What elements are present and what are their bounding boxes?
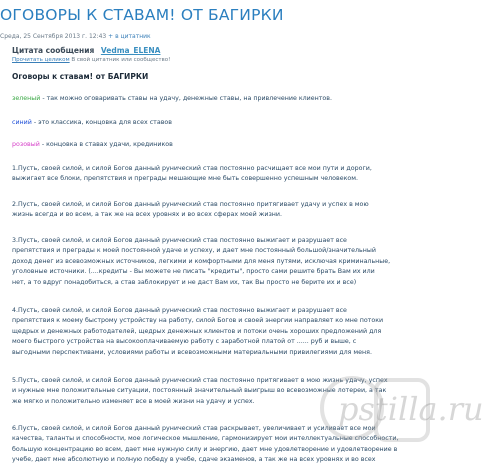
paragraph-line: 2.Пусть, своей силой, и силой Богов данный рунический став постоянно притягивает удачу и успех в мою xyxy=(12,201,369,208)
legend-word: синий xyxy=(12,119,32,126)
read-all-link[interactable]: Прочитать целиком xyxy=(12,57,70,63)
paragraph-line: большую концентрацию во всем, дает мне нужную силу и энергию, дает мне удовлетворение и удовлетворение в xyxy=(12,445,398,453)
post-subtitle: Оговоры к ставам! от БАГИРКИ xyxy=(12,72,149,81)
save-to-quotes-text: В свой цитатник или сообщество! xyxy=(71,57,171,63)
post-meta xyxy=(0,33,151,40)
legend-word: зеленый xyxy=(12,95,41,102)
paragraph-line: качества, таланты и способности, мое логическое мышление, гармонизирует мои интеллектуальные способности, xyxy=(12,435,399,443)
add-to-quotes-link[interactable]: + в цитатник xyxy=(108,33,151,40)
paragraph-line: учебе, дает мне абсолютную и полную победу в учебе, сдаче экзаменов, а так же на всех уровнях и во всех xyxy=(12,456,376,464)
legend-text: - это классика, концовка для всех ставов xyxy=(31,119,172,126)
paragraph-line: же мягко и положительно изменяет все в моей жизни на удачу и успех. xyxy=(12,397,255,405)
legend-text: - так можно оговаривать ставы на удачу, денежные ставы, на привлечение клиентов. xyxy=(40,95,332,102)
watermark-text: pstilla.ru xyxy=(338,390,484,428)
legend-green xyxy=(12,94,332,104)
paragraph-line: выгодными перспективами, условиями работы и всевозможными материальными привилегиями для меня. xyxy=(12,348,372,356)
paragraph-line: 6.Пусть, своей силой, и силой Богов данный рунический став раскрывает, увеличивает и усиливает все мои xyxy=(12,425,376,432)
paragraph-line: доход денег из всевозможных источников, легкими и комфортными для меня путями, исключая криминальные, xyxy=(12,257,391,265)
post-date: Среда, 25 Сентября 2013 г. 12:43 xyxy=(0,33,107,40)
quote-author-link[interactable]: Vedma_ELENA xyxy=(100,46,161,55)
paragraph-2 xyxy=(12,200,452,221)
quote-actions xyxy=(12,57,170,63)
paragraph-line: 3.Пусть, своей силой, и силой Богов данный рунический став постоянно выжигает и разрушает все xyxy=(12,237,347,244)
quote-header xyxy=(0,42,460,70)
paragraph-4 xyxy=(12,306,452,358)
paragraph-line: щедрых и денежных работодателей, щедрых денежных клиентов и потоки очень хороших предложений для xyxy=(12,327,382,335)
paragraph-line: выжигает все блоки, препятствия и преграды мешающие мне быть совершенно успешным человеком. xyxy=(12,175,359,183)
paragraph-line: 5.Пусть, своей силой, и силой Богов данный рунический став постоянно притягивает в мою жизнь удачу, успех xyxy=(12,377,388,384)
legend-blue xyxy=(12,118,172,128)
paragraph-3 xyxy=(12,236,452,288)
paragraph-1 xyxy=(12,164,452,185)
paragraph-line: 1.Пусть, своей силой, и силой Богов данный рунический став постоянно расчищает все мои пути и дороги, xyxy=(12,165,372,172)
paragraph-line: препятствия к моему быстрому устройству на работу, силой Богов и своей энергии направляет ко мне потоки xyxy=(12,317,384,325)
legend-pink xyxy=(12,140,173,150)
quote-line xyxy=(12,46,160,55)
paragraph-line: уголовные источники. (....кредиты - Вы можете не писать "кредиты", просто сами решите брать Вам их или xyxy=(12,268,375,276)
legend-text: - концовка в ставах удачи, кредиников xyxy=(39,141,173,148)
paragraph-line: препятствия и преграды к моей постоянной удаче и успеху, и дает мне постоянный большой/значительный xyxy=(12,247,376,255)
paragraph-line: нет, а то вдруг понадобиться, а став заблокирует и не даст Вам их, так Вы просто не берите их и все) xyxy=(12,278,357,286)
page-title: ОГОВОРЫ К СТАВАМ! ОТ БАГИРКИ xyxy=(0,6,284,24)
legend-word: розовый xyxy=(12,141,40,148)
paragraph-line: и нужные мне положительные ситуации, постоянный значительный выигрыш во всевозможные лотереи, а так xyxy=(12,387,387,395)
paragraph-line: 4.Пусть, своей силой, и силой Богов данный рунический став постоянно выжигает и разрушает все xyxy=(12,307,347,314)
paragraph-line: моего быстрого устройства на высокооплачиваемую работу с заработной платой от ...... руб и выше, с xyxy=(12,338,357,346)
paragraph-line: жизнь всегда и во всем, а так же на всех уровнях и во всех сферах моей жизни. xyxy=(12,211,283,219)
quote-label: Цитата сообщения xyxy=(12,46,95,55)
